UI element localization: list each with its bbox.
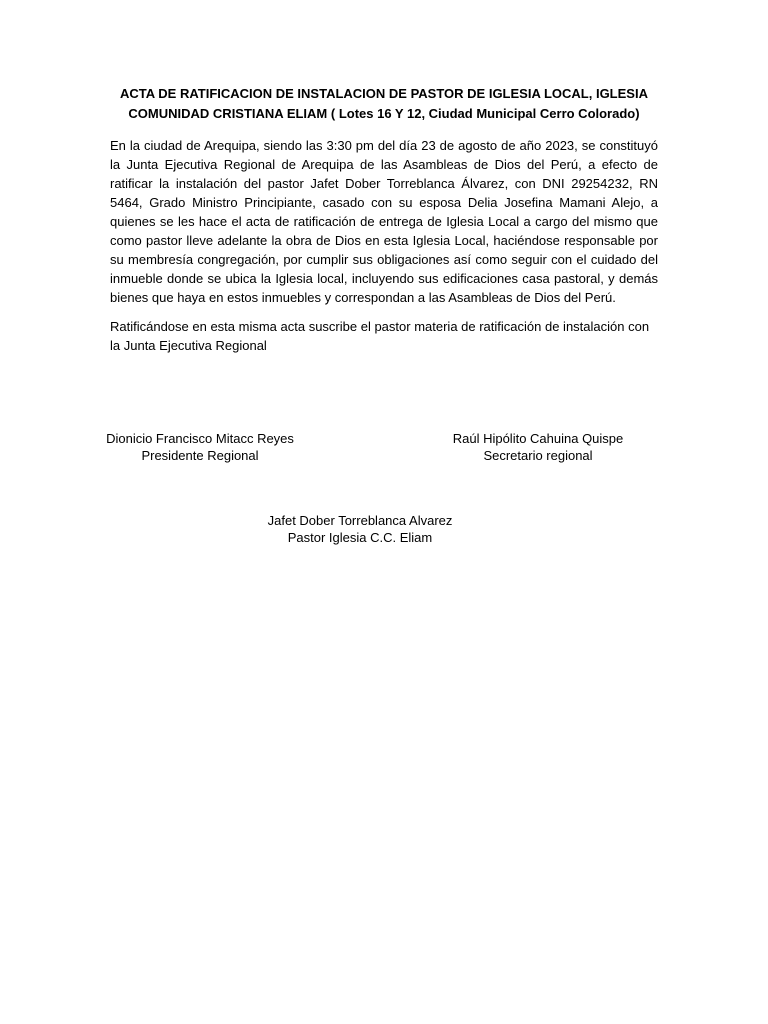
signature-block-secretary [438, 430, 638, 464]
signatory-name: Raúl Hipólito Cahuina Quispe [452, 431, 624, 446]
signatory-role: Pastor Iglesia C.C. Eliam [287, 530, 433, 545]
signature-block-pastor [260, 512, 460, 546]
body-paragraph-2: Ratificándose en esta misma acta suscribe el pastor materia de ratificación de instalación con la Junta Ejecutiva Regional [110, 319, 650, 353]
signatory-role: Presidente Regional [141, 448, 259, 463]
signatory-role: Secretario regional [483, 448, 593, 463]
document-title [110, 84, 658, 124]
signatory-name: Dionicio Francisco Mitacc Reyes [106, 431, 294, 446]
signature-block-president [100, 430, 300, 464]
body-paragraph-1: En la ciudad de Arequipa, siendo las 3:30 pm del día 23 de agosto de año 2023, se constituyó la Junta Ejecutiva Regional de Arequipa de las Asambleas de Dios del Perú, a efecto de ratificar la instalación del pastor Jafet Dober Torreblanca Álvarez, con DNI 29254232, RN 5464, Grado Ministro Principiante, casado con su esposa Delia Josefina Mamani Alejo, a quienes se les hace el acta de ratificación de entrega de Iglesia Local a cargo del mismo que como pastor lleve adelante la obra de Dios en esta Iglesia Local, haciéndose responsable por su membresía congregación, por cumplir sus obligaciones así como seguir con el cuidado del inmueble donde se ubica la Iglesia local, incluyendo sus edificaciones casa pastoral, y demás bienes que haya en estos inmuebles y correspondan a las Asambleas de Dios del Perú. [110, 138, 658, 305]
title-line-1: ACTA DE RATIFICACION DE INSTALACION DE PASTOR DE IGLESIA LOCAL, IGLESIA [120, 86, 648, 101]
title-line-2: COMUNIDAD CRISTIANA ELIAM ( Lotes 16 Y 12, Ciudad Municipal Cerro Colorado) [128, 106, 640, 121]
signatory-name: Jafet Dober Torreblanca Alvarez [267, 513, 453, 528]
